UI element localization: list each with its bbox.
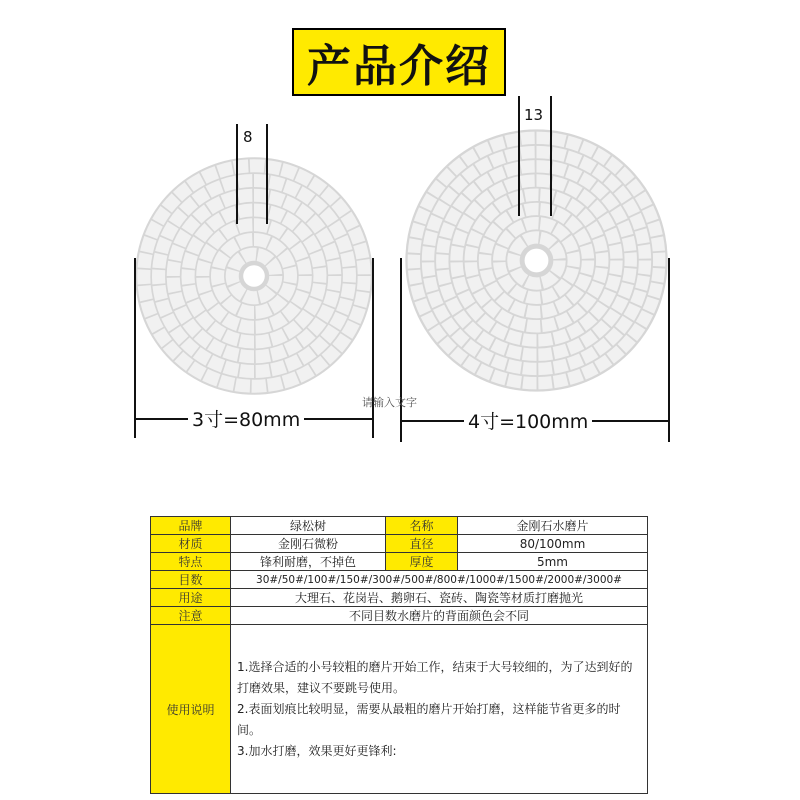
note-key: 注意 xyxy=(151,607,231,625)
text-placeholder: 请输入文字 xyxy=(362,396,417,409)
grit-key: 目数 xyxy=(151,571,231,589)
pad-segment xyxy=(237,189,252,203)
polishing-pad-small-image xyxy=(134,156,374,396)
small-center-hole-label: 8 xyxy=(243,128,253,146)
pad-segment xyxy=(138,252,153,268)
pad-segment xyxy=(327,276,341,291)
table-row xyxy=(151,589,648,607)
pad-segment xyxy=(651,236,665,251)
table-row xyxy=(151,553,648,571)
pad-segment xyxy=(520,174,535,188)
thickness-value: 5mm xyxy=(458,553,648,571)
title-banner xyxy=(292,28,506,96)
note-value: 不同目数水磨片的背面颜色会不同 xyxy=(231,607,648,625)
diameter-value: 80/100mm xyxy=(458,535,648,553)
pad-segment xyxy=(137,269,150,284)
pad-segment xyxy=(450,246,463,261)
material-value: 金刚石微粉 xyxy=(231,535,386,553)
pad-segment xyxy=(327,259,341,274)
pad-svg xyxy=(134,156,374,396)
pad-segment xyxy=(596,252,609,267)
pad-segment xyxy=(522,362,536,375)
instruction-line-3: 3.加水打磨，效果更好更锋利: xyxy=(237,743,397,758)
pad-segment xyxy=(313,267,326,283)
pad-segment xyxy=(256,349,271,363)
pad-segment xyxy=(250,159,265,173)
pad-segment xyxy=(237,174,252,188)
pad-segment xyxy=(537,146,551,159)
pad-segment xyxy=(522,348,537,361)
pad-segment xyxy=(235,378,251,392)
pad-segment xyxy=(238,334,254,348)
large-size-label: 4寸=100mm xyxy=(464,407,592,434)
material-key: 材质 xyxy=(151,535,231,553)
pad-segment xyxy=(465,246,479,261)
pad-segment xyxy=(520,146,535,159)
brand-value: 绿松树 xyxy=(231,517,386,535)
use-value: 大理石、花岗岩、鹅卵石、瓷砖、陶瓷等材质打磨抛光 xyxy=(231,589,648,607)
table-row xyxy=(151,571,648,589)
use-key: 用途 xyxy=(151,589,231,607)
pad-segment xyxy=(537,160,552,173)
instruction-line-1: 1.选择合适的小号较粗的磨片开始工作，结束于大号较细的，为了达到好的打磨效果，建议不要跳号使用。 xyxy=(237,659,633,695)
center-marker-line-right xyxy=(266,124,268,224)
feature-value: 锋利耐磨，不掉色 xyxy=(231,553,386,571)
pad-segment xyxy=(522,333,537,346)
pad-segment xyxy=(239,349,254,363)
pad-segment xyxy=(239,364,254,378)
pad-segment xyxy=(181,269,194,285)
pad-svg xyxy=(404,128,669,393)
instructions-key: 使用说明 xyxy=(151,625,231,794)
pad-segment xyxy=(622,268,636,283)
small-dimension-right-bar xyxy=(372,258,374,438)
instructions-cell xyxy=(231,625,648,794)
pad-segment xyxy=(422,262,435,277)
small-size-label: 3寸=80mm xyxy=(188,405,304,432)
small-dimension-left-bar xyxy=(134,258,136,438)
pad-segment xyxy=(283,266,297,283)
pad-segment xyxy=(567,251,580,267)
spec-table xyxy=(150,516,648,794)
pad-segment xyxy=(252,379,267,393)
name-value: 金刚石水磨片 xyxy=(458,517,648,535)
pad-segment xyxy=(538,376,552,389)
pad-segment xyxy=(524,189,539,202)
table-row xyxy=(151,607,648,625)
page-title: 产品介绍 xyxy=(307,41,491,92)
pad-center-hole xyxy=(525,249,549,273)
pad-segment xyxy=(357,276,371,291)
pad-segment xyxy=(538,333,553,347)
polishing-pad-large-image xyxy=(404,128,669,393)
pad-segment xyxy=(651,268,665,283)
pad-segment xyxy=(538,362,553,375)
pad-segment xyxy=(479,254,492,269)
pad-segment xyxy=(624,252,637,267)
large-center-hole-label: 13 xyxy=(524,106,544,124)
pad-segment xyxy=(520,160,535,174)
pad-segment xyxy=(167,261,181,276)
grit-value: 30#/50#/100#/150#/300#/500#/800#/1000#/1500#/2000#/3000# xyxy=(231,571,648,589)
pad-segment xyxy=(526,319,541,332)
pad-segment xyxy=(138,285,153,301)
pad-segment xyxy=(522,376,536,389)
pad-segment xyxy=(526,305,541,318)
table-row xyxy=(151,535,648,553)
pad-segment xyxy=(538,347,553,361)
pad-segment xyxy=(638,244,651,259)
pad-segment xyxy=(436,254,449,269)
diameter-key: 直径 xyxy=(386,535,458,553)
center-marker-line-left xyxy=(236,124,238,224)
large-center-marker-line-right xyxy=(550,96,552,216)
pad-segment xyxy=(408,270,422,285)
pad-segment xyxy=(152,269,165,284)
pad-segment xyxy=(653,252,666,266)
pad-segment xyxy=(357,259,371,274)
pad-segment xyxy=(211,268,225,285)
brand-key: 品牌 xyxy=(151,517,231,535)
pad-segment xyxy=(638,261,651,275)
pad-center-hole xyxy=(243,265,265,287)
pad-segment xyxy=(167,278,181,293)
table-row xyxy=(151,625,648,794)
pad-segment xyxy=(537,132,551,145)
large-center-marker-line-left xyxy=(518,96,520,216)
pad-segment xyxy=(256,364,271,378)
pad-segment xyxy=(436,238,450,253)
pad-segment xyxy=(609,244,623,259)
pad-segment xyxy=(520,132,534,145)
instruction-line-2: 2.表面划痕比较明显，需要从最粗的磨片开始打磨，这样能节省更多的时间。 xyxy=(237,701,621,737)
table-row xyxy=(151,517,648,535)
pad-segment xyxy=(408,254,421,268)
pad-segment xyxy=(609,261,622,276)
large-dimension-left-bar xyxy=(400,258,402,442)
pad-segment xyxy=(450,262,464,277)
name-key: 名称 xyxy=(386,517,458,535)
pad-segment xyxy=(343,268,356,283)
thickness-key: 厚度 xyxy=(386,553,458,571)
pad-segment xyxy=(422,246,435,260)
feature-key: 特点 xyxy=(151,553,231,571)
large-dimension-right-bar xyxy=(668,258,670,442)
pad-segment xyxy=(408,238,422,253)
